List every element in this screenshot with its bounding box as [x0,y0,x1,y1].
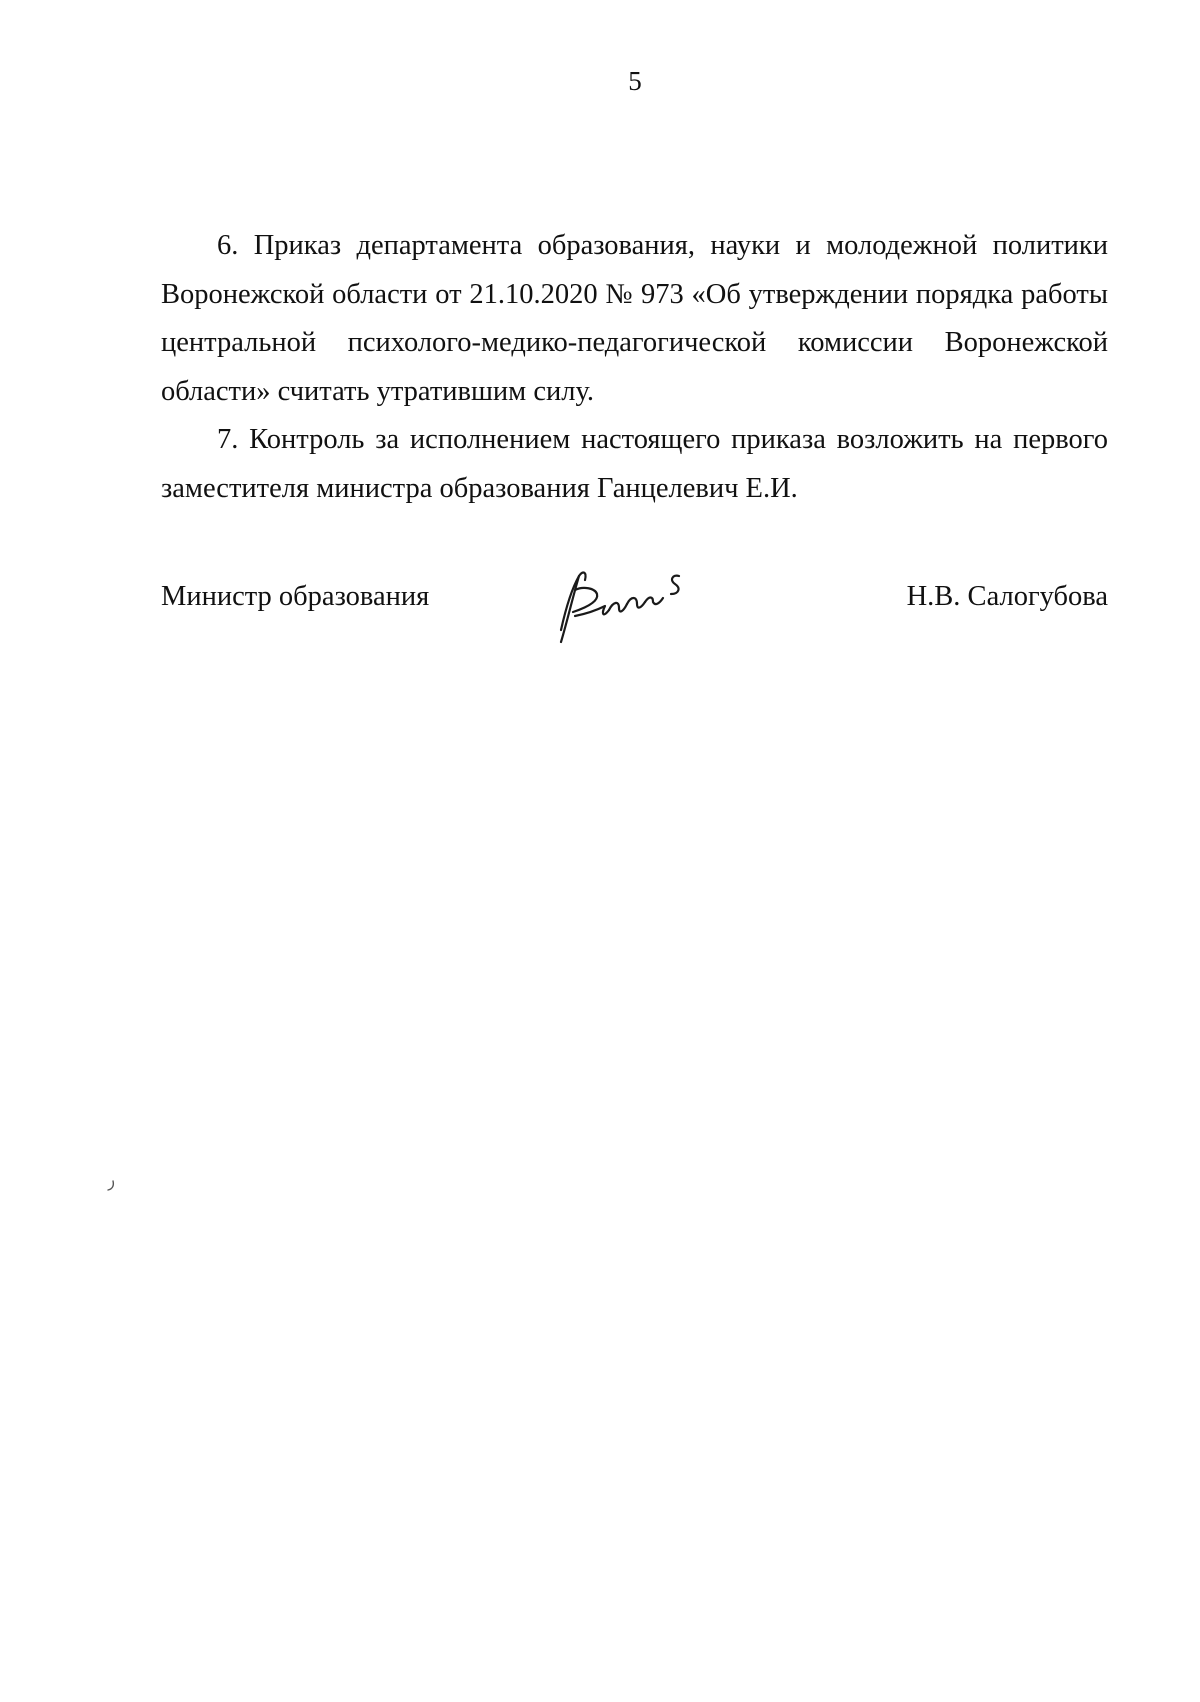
signature-block [161,560,1108,670]
handwritten-signature-icon [539,560,699,660]
signer-position: Министр образования [161,581,430,612]
paragraph-item-6: 6. Приказ департамента образования, науки и молодежной политики Воронежской области от 21.10.2020 № 973 «Об утверждении порядка работы центральной психолого-медико-педагогической комиссии Воронежской области» считать утратившим силу. [161,230,1108,407]
ink-mark-icon [106,1180,116,1192]
paragraph-item-7: 7. Контроль за исполнением настоящего приказа возложить на первого заместителя министра образования Ганцелевич Е.И. [161,424,1108,504]
document-body [161,222,1108,513]
page-number: 5 [628,66,642,96]
signer-name: Н.В. Салогубова [906,581,1108,612]
